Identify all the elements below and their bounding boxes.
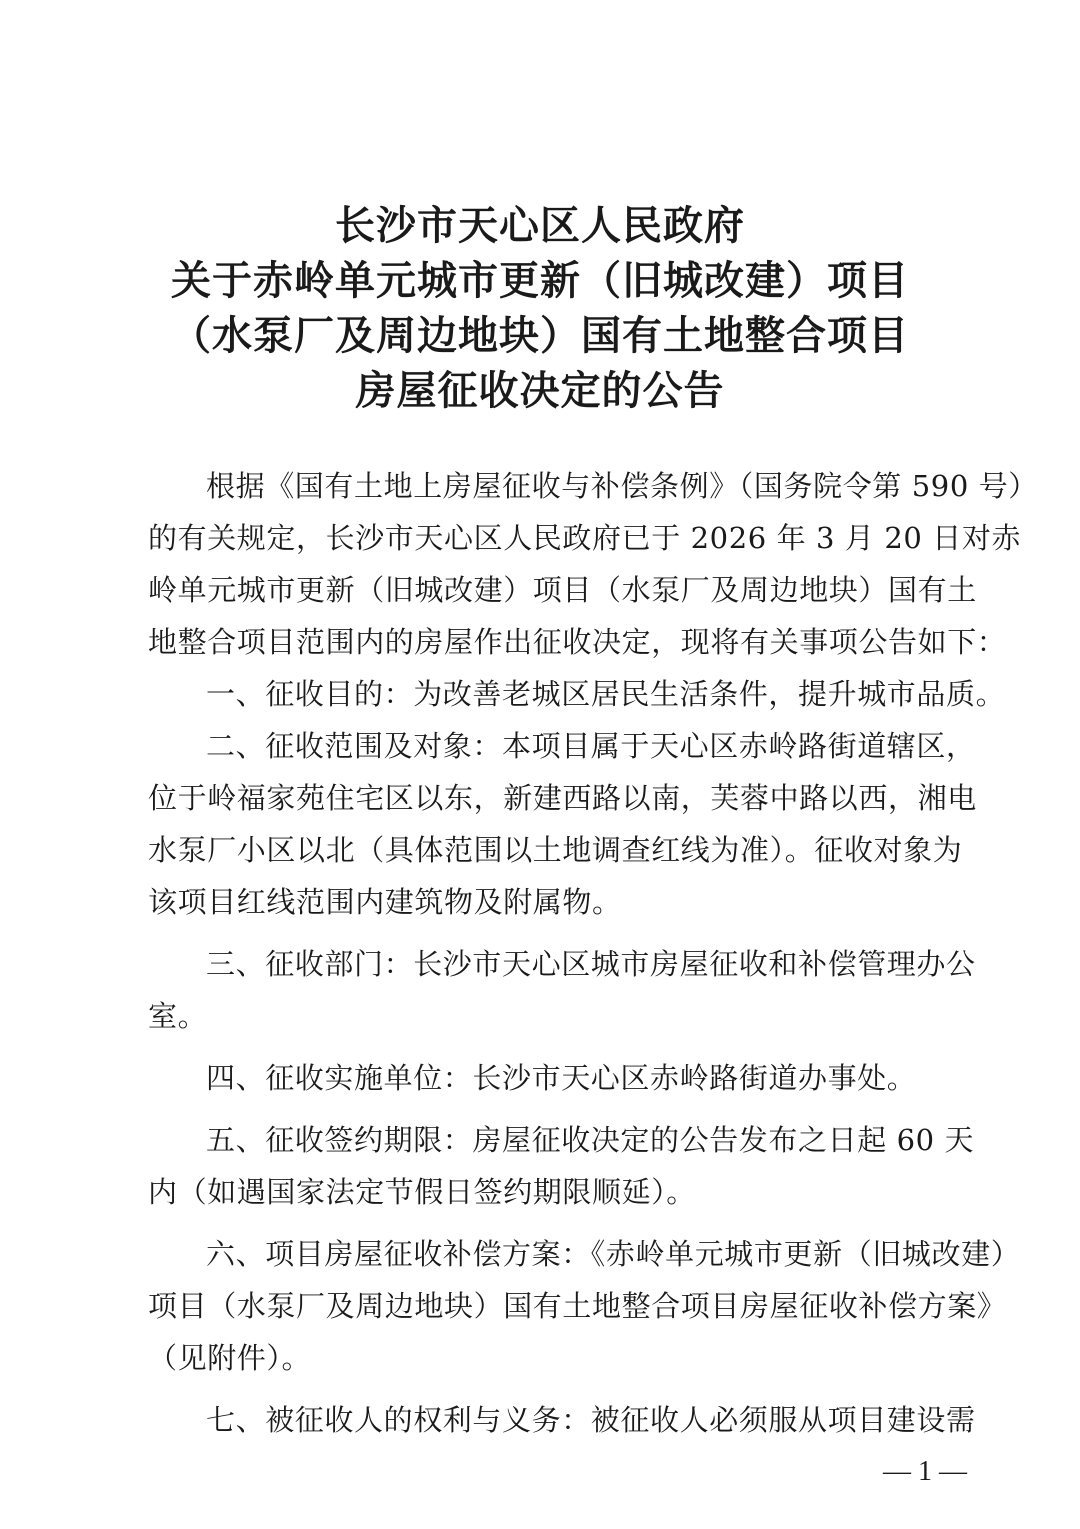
item6-line-3: （见附件）。 — [148, 1341, 312, 1375]
intro-line-3: 岭单元城市更新（旧城改建）项目（水泵厂及周边地块）国有土 — [148, 573, 977, 607]
item3-line-2: 室。 — [148, 999, 208, 1033]
title-line-4: 房屋征收决定的公告 — [355, 367, 725, 414]
item4-line-1: 四、征收实施单位：长沙市天心区赤岭路街道办事处。 — [206, 1061, 917, 1095]
document-body — [148, 460, 1038, 1446]
intro-line-1: 根据《国有土地上房屋征收与补偿条例》（国务院令第 590 号） — [206, 469, 1038, 503]
item6-line-2: 项目（水泵厂及周边地块）国有土地整合项目房屋征收补偿方案》 — [148, 1289, 1007, 1323]
title-line-2: 关于赤岭单元城市更新（旧城改建）项目 — [171, 257, 909, 304]
item7-line-1: 七、被征收人的权利与义务：被征收人必须服从项目建设需 — [206, 1403, 976, 1437]
item2-line-2: 位于岭福家苑住宅区以东，新建西路以南，芙蓉中路以西，湘电 — [148, 781, 977, 815]
item2-line-1: 二、征收范围及对象：本项目属于天心区赤岭路街道辖区， — [206, 729, 976, 763]
document-title — [0, 198, 1080, 418]
title-line-1: 长沙市天心区人民政府 — [335, 202, 745, 249]
title-line-3: （水泵厂及周边地块）国有土地整合项目 — [171, 312, 909, 359]
intro-line-2: 的有关规定，长沙市天心区人民政府已于 2026 年 3 月 20 日对赤 — [148, 521, 1022, 555]
page-number: — 1 — — [883, 1456, 967, 1487]
item2-line-4: 该项目红线范围内建筑物及附属物。 — [148, 885, 622, 919]
item5-line-1: 五、征收签约期限：房屋征收决定的公告发布之日起 60 天 — [206, 1123, 975, 1157]
item6-line-1: 六、项目房屋征收补偿方案：《赤岭单元城市更新（旧城改建） — [206, 1237, 1021, 1271]
item5-line-2: 内（如遇国家法定节假日签约期限顺延）。 — [148, 1175, 696, 1209]
intro-line-4: 地整合项目范围内的房屋作出征收决定，现将有关事项公告如下： — [148, 625, 1007, 659]
item1-line-1: 一、征收目的：为改善老城区居民生活条件，提升城市品质。 — [206, 677, 1006, 711]
item3-line-1: 三、征收部门：长沙市天心区城市房屋征收和补偿管理办公 — [206, 947, 976, 981]
item2-line-3: 水泵厂小区以北（具体范围以土地调查红线为准）。征收对象为 — [148, 833, 963, 867]
